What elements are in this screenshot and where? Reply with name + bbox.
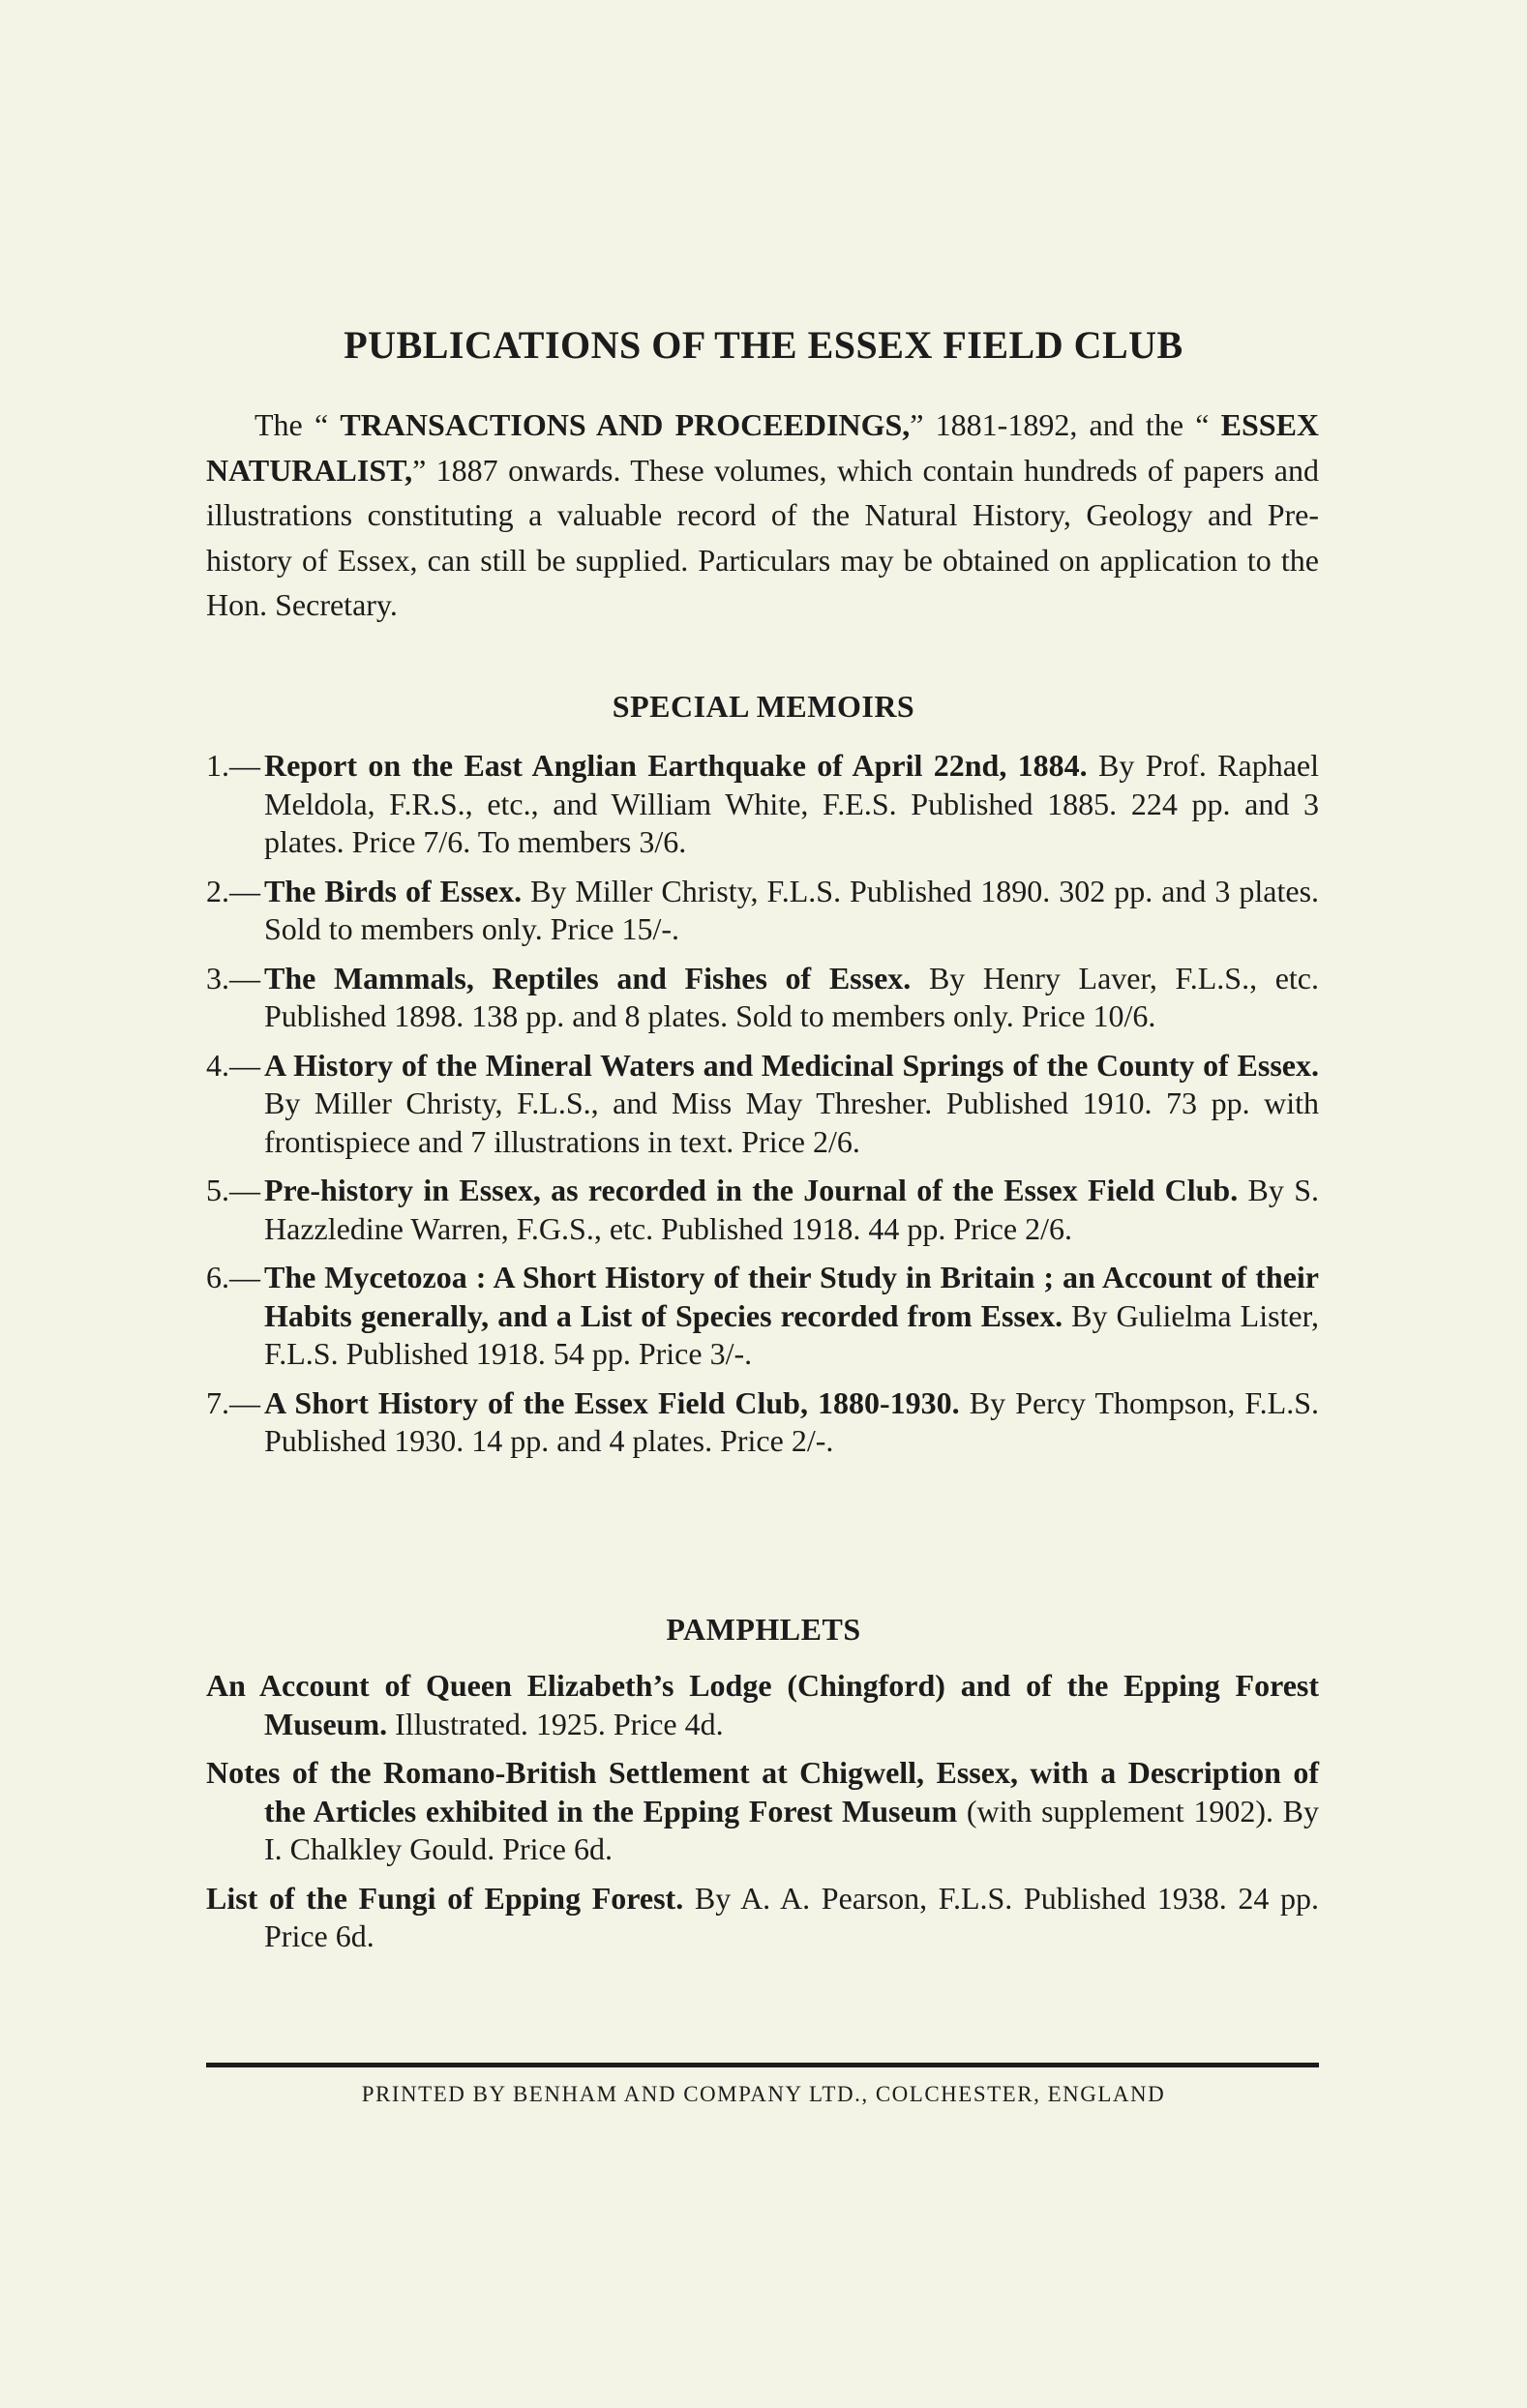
memoir-details: By S. Hazzledine Warren, F.G.S., etc. Published 1918. 44 pp. Price 2/6. <box>264 1173 1320 1246</box>
page-title: PUBLICATIONS OF THE ESSEX FIELD CLUB <box>344 323 1183 367</box>
intro-text-2: ” 1881-1892, and the “ <box>910 407 1221 442</box>
memoir-number: 4.— <box>206 1047 260 1083</box>
pamphlet-details: (with supplement 1902). By I. Chalkley Gould. Price 6d. <box>264 1793 1320 1866</box>
intro-text-1: The “ <box>254 407 341 442</box>
pamphlet-title: List of the Fungi of Epping Forest. <box>206 1880 684 1916</box>
memoir-item <box>206 1172 1319 1248</box>
pamphlet-details: Illustrated. 1925. Price 4d. <box>395 1706 724 1741</box>
memoir-title: The Birds of Essex. <box>264 873 523 908</box>
memoir-number: 7.— <box>206 1384 260 1420</box>
memoir-details: By Miller Christy, F.L.S. Published 1890. 302 pp. and 3 plates. Sold to members only. Price 15/-. <box>264 873 1320 946</box>
memoir-details: By Percy Thompson, F.L.S. Published 1930. 14 pp. and 4 plates. Price 2/-. <box>264 1384 1320 1458</box>
memoir-title: The Mycetozoa : A Short History of their Study in Britain ; an Account of their Habits generally, and a List of Species recorded from Essex. <box>264 1260 1319 1333</box>
memoir-item <box>206 873 1319 949</box>
memoir-number: 5.— <box>206 1173 260 1207</box>
pamphlet-item <box>206 1880 1319 1956</box>
memoir-item <box>206 960 1319 1036</box>
pamphlet-details: By A. A. Pearson, F.L.S. Published 1938. 24 pp. Price 6d. <box>264 1880 1320 1953</box>
intro-title-essex-naturalist: ESSEX NATURALIST, <box>206 407 1320 488</box>
pamphlets-list <box>206 1667 1319 1967</box>
memoir-title: A Short History of the Essex Field Club, 1880-1930. <box>264 1384 960 1420</box>
memoir-details: By Gulielma Lister, F.L.S. Published 1918. 54 pp. Price 3/-. <box>264 1297 1320 1371</box>
memoir-number: 3.— <box>206 960 260 996</box>
pamphlet-item <box>206 1667 1319 1743</box>
pamphlets-heading: PAMPHLETS <box>666 1612 861 1647</box>
memoir-item <box>206 747 1319 862</box>
printer-imprint: PRINTED BY BENHAM AND COMPANY LTD., COLCHESTER, ENGLAND <box>361 2082 1166 2106</box>
memoir-number: 1.— <box>206 748 260 783</box>
pamphlet-title: An Account of Queen Elizabeth’s Lodge (Chingford) and of the Epping Forest Museum. <box>206 1668 1319 1741</box>
memoir-item <box>206 1259 1319 1374</box>
intro-paragraph <box>206 402 1319 628</box>
memoir-details: By Miller Christy, F.L.S., and Miss May Thresher. Published 1910. 73 pp. with frontispiece and 7 illustrations in text. Price 2/6. <box>264 1085 1319 1159</box>
special-memoirs-heading: SPECIAL MEMOIRS <box>612 689 915 724</box>
intro-text-3: ” 1887 onwards. These volumes, which contain hundreds of papers and illustrations constituting a valuable record of the Natural History, Geology and Pre-history of Essex, can still be supplied. Particulars may be obtained on application to the Hon. Secretary. <box>206 452 1319 622</box>
memoir-title: Report on the East Anglian Earthquake of April 22nd, 1884. <box>264 748 1088 783</box>
memoir-title: A History of the Mineral Waters and Medicinal Springs of the County of Essex. <box>264 1047 1319 1083</box>
memoir-title: Pre-history in Essex, as recorded in the Journal of the Essex Field Club. <box>264 1173 1239 1207</box>
pamphlet-title: Notes of the Romano-British Settlement at Chigwell, Essex, with a Description of the Articles exhibited in the Epping Forest Museum <box>206 1755 1319 1828</box>
pamphlet-item <box>206 1754 1319 1869</box>
memoir-number: 2.— <box>206 873 260 908</box>
memoir-item <box>206 1047 1319 1162</box>
memoir-title: The Mammals, Reptiles and Fishes of Essex. <box>264 960 912 996</box>
memoir-details: By Henry Laver, F.L.S., etc. Published 1898. 138 pp. and 8 plates. Sold to members only. Price 10/6. <box>264 960 1320 1033</box>
memoir-item <box>206 1384 1319 1461</box>
memoir-number: 6.— <box>206 1260 260 1294</box>
special-memoirs-list <box>206 747 1319 1472</box>
intro-title-transactions: TRANSACTIONS AND PROCEEDINGS, <box>340 407 911 442</box>
footer-divider <box>206 2063 1319 2067</box>
memoir-details: By Prof. Raphael Meldola, F.R.S., etc., and William White, F.E.S. Published 1885. 224 pp. and 3 plates. Price 7/6. To members 3/6. <box>264 748 1320 859</box>
